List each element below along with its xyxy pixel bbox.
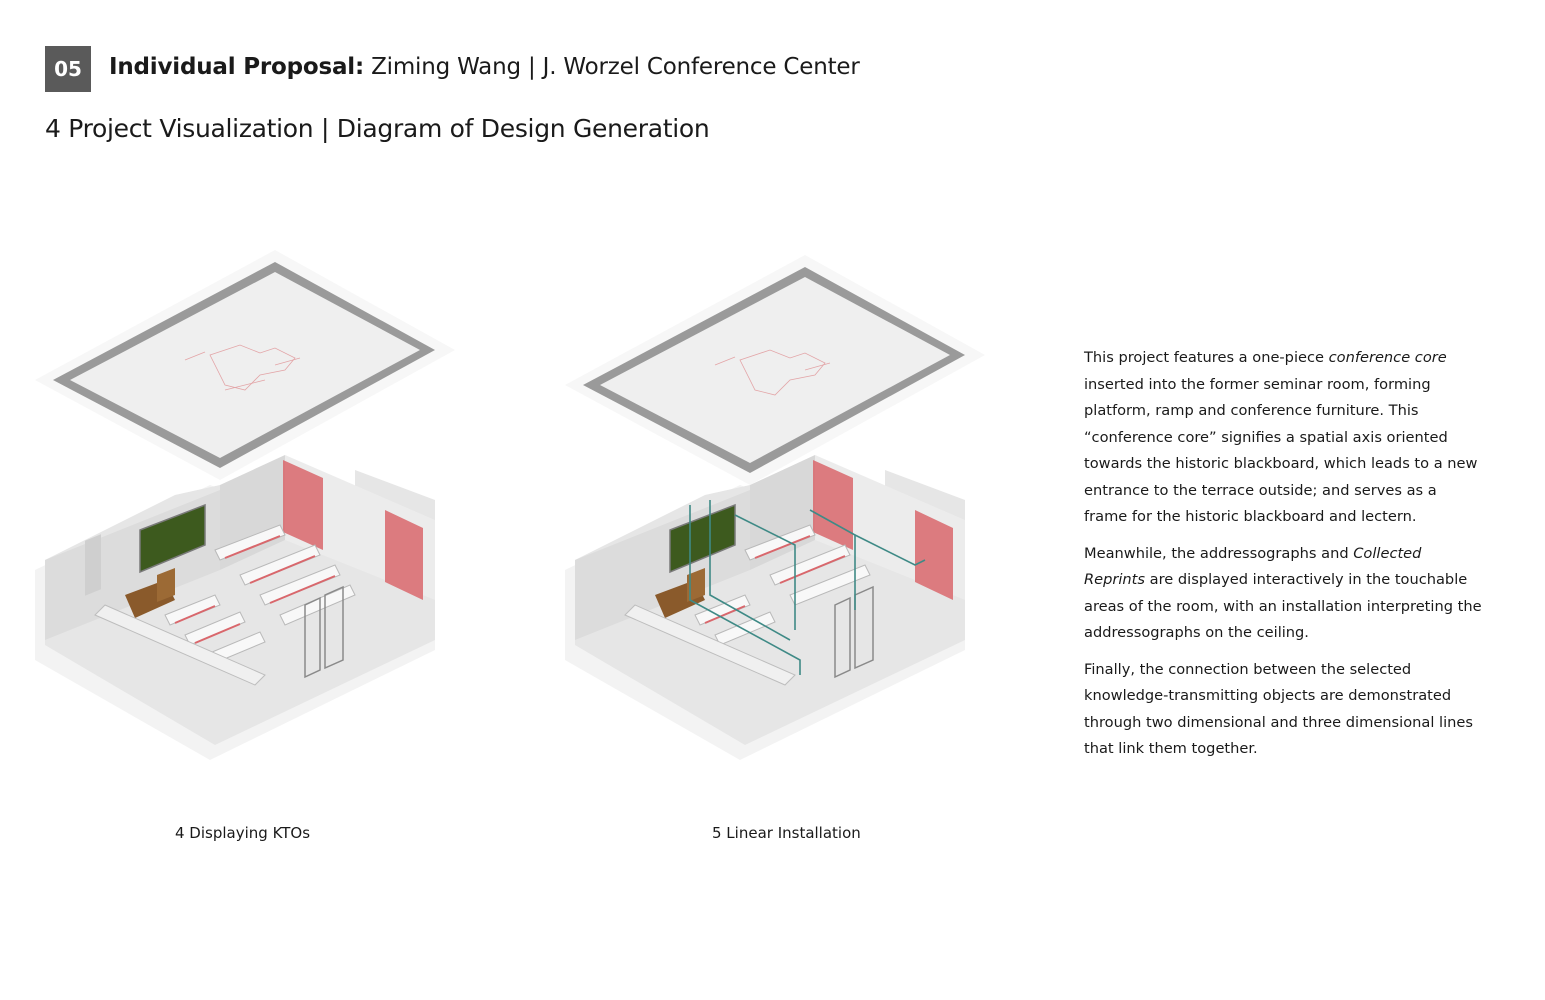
section-title: 4 Project Visualization | Diagram of Design Generation — [45, 114, 710, 143]
ceiling-inner — [70, 272, 420, 458]
section-number-badge: 05 — [45, 46, 91, 92]
paragraph-3: Finally, the connection between the selected knowledge-transmitting objects are demonstrated through two dimensional and three dimensional lines that link them together. — [1084, 660, 1473, 757]
page-header — [109, 54, 860, 80]
paragraph-1 — [1084, 345, 1484, 531]
axonometric-drawing-linear-installation — [555, 250, 995, 770]
caption-linear-installation: 5 Linear Installation — [712, 824, 861, 842]
ceiling-inner — [600, 277, 950, 463]
p1-emphasis: conference core — [1328, 349, 1447, 366]
axonometric-drawing-displaying-ktos — [25, 240, 465, 770]
paragraph-2 — [1084, 541, 1484, 647]
p2-text-a: Meanwhile, the addressographs and — [1084, 544, 1354, 562]
p1-text-b: inserted into the former seminar room, forming platform, ramp and conference furniture. This “conference core” signifies a spatial axis oriented towards the historic blackboard, which leads to a new entrance to the terrace outside; and serves as a frame for the historic blackboard and lectern. — [1084, 375, 1478, 525]
description-text — [1084, 345, 1484, 773]
p1-text-a: This project features a one-piece — [1084, 349, 1329, 366]
caption-displaying-ktos: 4 Displaying KTOs — [175, 824, 311, 842]
p2-emphasis: Collected Reprints — [1084, 544, 1422, 588]
p2-text-b: are displayed interactively in the touchable areas of the room, with an installation interpreting the addressographs on the ceiling. — [1084, 571, 1482, 641]
header-label-rest: Ziming Wang | J. Worzel Conference Center — [363, 54, 860, 80]
window — [85, 534, 101, 595]
header-label-strong: Individual Proposal: — [109, 54, 364, 80]
